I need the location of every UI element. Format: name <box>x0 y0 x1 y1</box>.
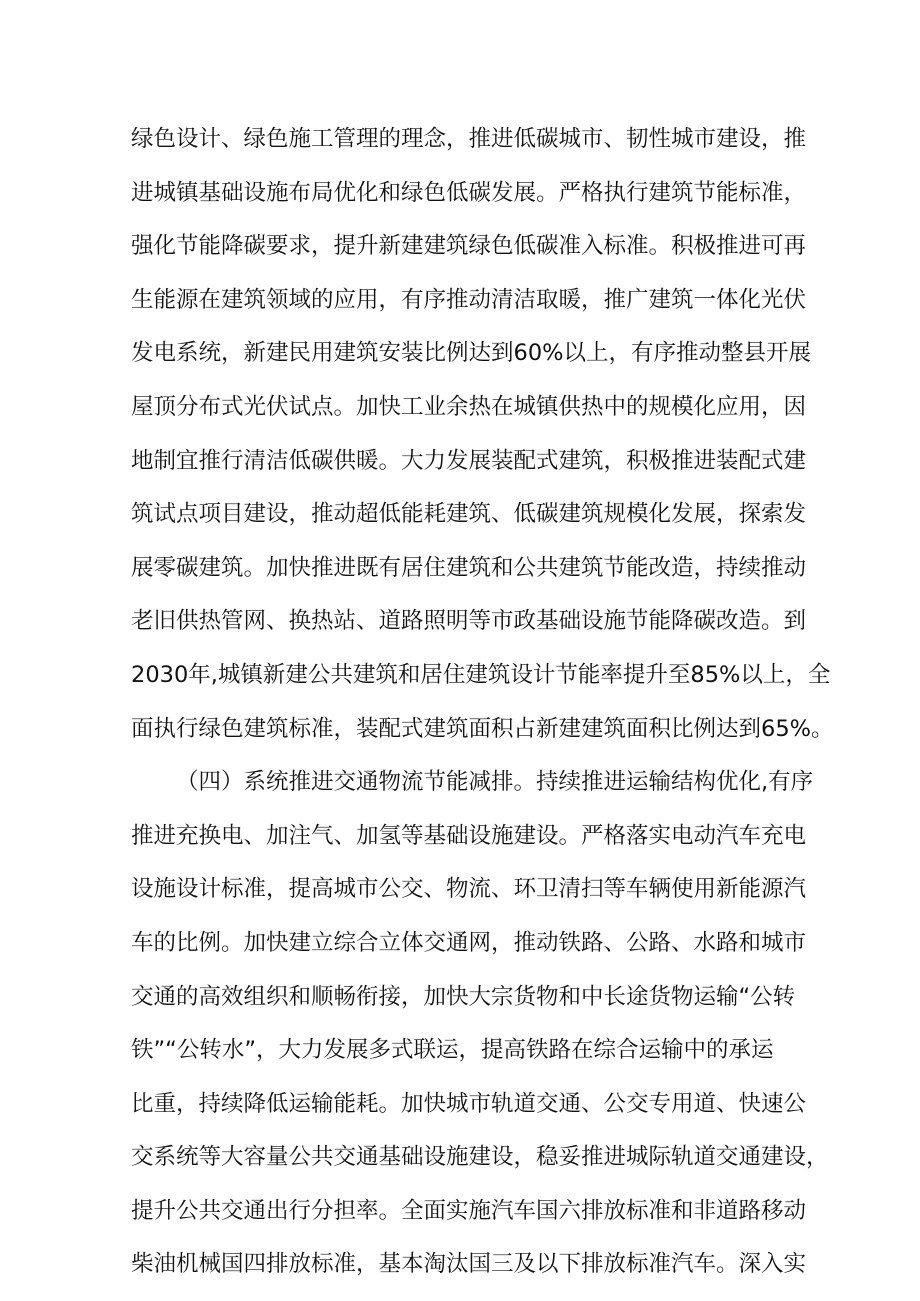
text-line: 面执行绿色建筑标准，装配式建筑面积占新建建筑面积比例达到65%。 <box>131 715 834 742</box>
text-line: 柴油机械国四排放标准，基本淘汰国三及以下排放标准汽车。深入实 <box>131 1251 807 1278</box>
section-heading-line: （四）系统推进交通物流节能减排。持续推进运输结构优化,有序 <box>176 769 814 796</box>
text-line: 生能源在建筑领域的应用，有序推动清洁取暖，推广建筑一体化光伏 <box>131 286 807 313</box>
text-line: 2030年,城镇新建公共建筑和居住建筑设计节能率提升至85%以上，全 <box>131 661 831 688</box>
text-line: 强化节能降碳要求，提升新建建筑绿色低碳准入标准。积极推进可再 <box>131 233 807 260</box>
text-line: 进城镇基础设施布局优化和绿色低碳发展。严格执行建筑节能标准， <box>131 179 807 206</box>
text-line: 设施设计标准，提高城市公交、物流、环卫清扫等车辆使用新能源汽 <box>131 876 807 903</box>
text-line: 地制宜推行清洁低碳供暖。大力发展装配式建筑，积极推进装配式建 <box>131 447 807 474</box>
text-line: 筑试点项目建设，推动超低能耗建筑、低碳建筑规模化发展，探索发 <box>131 501 807 528</box>
text-line: 绿色设计、绿色施工管理的理念，推进低碳城市、韧性城市建设，推 <box>131 126 807 152</box>
text-line: 提升公共交通出行分担率。全面实施汽车国六排放标准和非道路移动 <box>131 1197 807 1224</box>
text-line: 交通的高效组织和顺畅衔接，加快大宗货物和中长途货物运输“公转 <box>131 983 796 1010</box>
text-line: 发电系统，新建民用建筑安装比例达到60%以上，有序推动整县开展 <box>131 340 812 367</box>
text-line: 老旧供热管网、换热站、道路照明等市政基础设施节能降碳改造。到 <box>131 608 807 635</box>
text-line: 比重，持续降低运输能耗。加快城市轨道交通、公交专用道、快速公 <box>131 1090 807 1117</box>
text-line: 交系统等大容量公共交通基础设施建设，稳妥推进城际轨道交通建设， <box>131 1144 829 1171</box>
body-text <box>131 113 834 1292</box>
text-line: 推进充换电、加注气、加氢等基础设施建设。严格落实电动汽车充电 <box>131 822 807 849</box>
text-line: 铁”“公转水”，大力发展多式联运，提高铁路在综合运输中的承运 <box>131 1037 774 1064</box>
text-line: 车的比例。加快建立综合立体交通网，推动铁路、公路、水路和城市 <box>131 929 807 956</box>
text-line: 屋顶分布式光伏试点。加快工业余热在城镇供热中的规模化应用，因 <box>131 393 807 420</box>
text-line: 展零碳建筑。加快推进既有居住建筑和公共建筑节能改造，持续推动 <box>131 554 807 581</box>
